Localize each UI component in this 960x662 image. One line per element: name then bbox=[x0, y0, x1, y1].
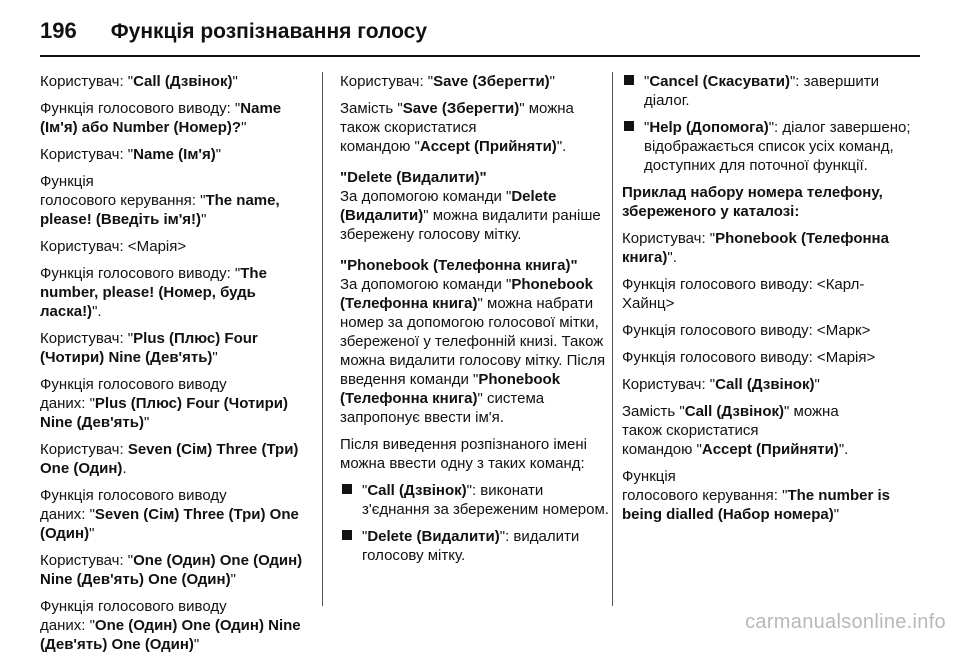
section-heading: "Delete (Видалити)" bbox=[340, 169, 487, 186]
square-bullet-icon bbox=[342, 530, 352, 540]
paragraph: Функція голосового виводу: <Карл-Хайнц> bbox=[622, 276, 865, 312]
paragraph: Користувач: Seven (Сім) Three (Три) One (Один). bbox=[40, 441, 299, 477]
list-item: "Call (Дзвінок)": виконати з'єднання за збереженим номером. bbox=[340, 481, 610, 519]
section-heading: "Phonebook (Телефонна книга)" bbox=[340, 257, 578, 274]
column-2 bbox=[340, 72, 610, 573]
paragraph: Користувач: <Марія> bbox=[40, 238, 187, 255]
paragraph: Після виведення розпізнаного імені можна ввести одну з таких команд: bbox=[340, 436, 588, 472]
square-bullet-icon bbox=[624, 75, 634, 85]
paragraph: Функція голосового виводу даних: "Plus (Плюс) Four (Чотири) Nine (Дев'ять)" bbox=[40, 376, 288, 431]
column-divider-2 bbox=[612, 72, 613, 606]
paragraph: Користувач: "Call (Дзвінок)" bbox=[622, 376, 820, 393]
paragraph: Функція голосового виводу: <Марія> bbox=[622, 349, 876, 366]
paragraph: Функція голосового виводу даних: "Seven (Сім) Three (Три) One (Один)" bbox=[40, 487, 299, 542]
header-rule bbox=[40, 55, 920, 57]
paragraph: Користувач: "Save (Зберегти)" bbox=[340, 73, 555, 90]
watermark: carmanualsonline.info bbox=[745, 611, 946, 633]
paragraph: Користувач: "Plus (Плюс) Four (Чотири) Nine (Дев'ять)" bbox=[40, 330, 258, 366]
paragraph: Функція голосового виводу даних: "One (Один) One (Один) Nine (Дев'ять) One (Один)" bbox=[40, 598, 301, 653]
paragraph: Замість "Call (Дзвінок)" можна також скористатися командою "Accept (Прийняти)". bbox=[622, 403, 849, 458]
paragraph: Користувач: "Phonebook (Телефонна книга)". bbox=[622, 230, 889, 266]
list-item: "Cancel (Скасувати)": завершити діалог. bbox=[622, 72, 914, 110]
paragraph: Функція голосового керування: "The name, please! (Введіть ім'я!)" bbox=[40, 173, 280, 228]
paragraph: За допомогою команди "Delete (Видалити)" можна видалити раніше збережену голосову мітку. bbox=[340, 188, 601, 243]
page-title: Функція розпізнавання голосу bbox=[110, 20, 428, 43]
column-3 bbox=[622, 72, 914, 532]
column-divider-1 bbox=[322, 72, 323, 606]
paragraph: За допомогою команди "Phonebook (Телефонна книга)" можна набрати номер за допомогою голосової мітки, збереженої у телефонній книзі. Також можна видалити голосову мітку. Після введення команди "Phonebook (Телефонна книга)" система запропонує ввести ім'я. bbox=[340, 276, 606, 426]
paragraph: Користувач: "Call (Дзвінок)" bbox=[40, 73, 238, 90]
paragraph: Користувач: "One (Один) One (Один) Nine (Дев'ять) One (Один)" bbox=[40, 552, 303, 588]
page-header bbox=[40, 18, 427, 50]
paragraph: Функція голосового виводу: "The number, please! (Номер, будь ласка!)". bbox=[40, 265, 267, 320]
square-bullet-icon bbox=[342, 484, 352, 494]
paragraph: Користувач: "Name (Ім'я)" bbox=[40, 146, 222, 163]
list-item: "Delete (Видалити)": видалити голосову мітку. bbox=[340, 527, 610, 565]
paragraph: Функція голосового виводу: <Марк> bbox=[622, 322, 871, 339]
paragraph: Замість "Save (Зберегти)" можна також скористатися командою "Accept (Прийняти)". bbox=[340, 100, 574, 155]
paragraph: Функція голосового виводу: "Name (Ім'я) або Number (Номер)?" bbox=[40, 100, 282, 136]
square-bullet-icon bbox=[624, 121, 634, 131]
page-number: 196 bbox=[40, 18, 77, 43]
list-item: "Help (Допомога)": діалог завершено; відображається список усіх команд, доступних для поточної функції. bbox=[622, 118, 914, 175]
column-1 bbox=[40, 72, 308, 662]
paragraph: Функція голосового керування: "The number is being dialled (Набор номера)" bbox=[622, 468, 890, 523]
section-heading: Приклад набору номера телефону, збереженого у каталозі: bbox=[622, 184, 883, 220]
